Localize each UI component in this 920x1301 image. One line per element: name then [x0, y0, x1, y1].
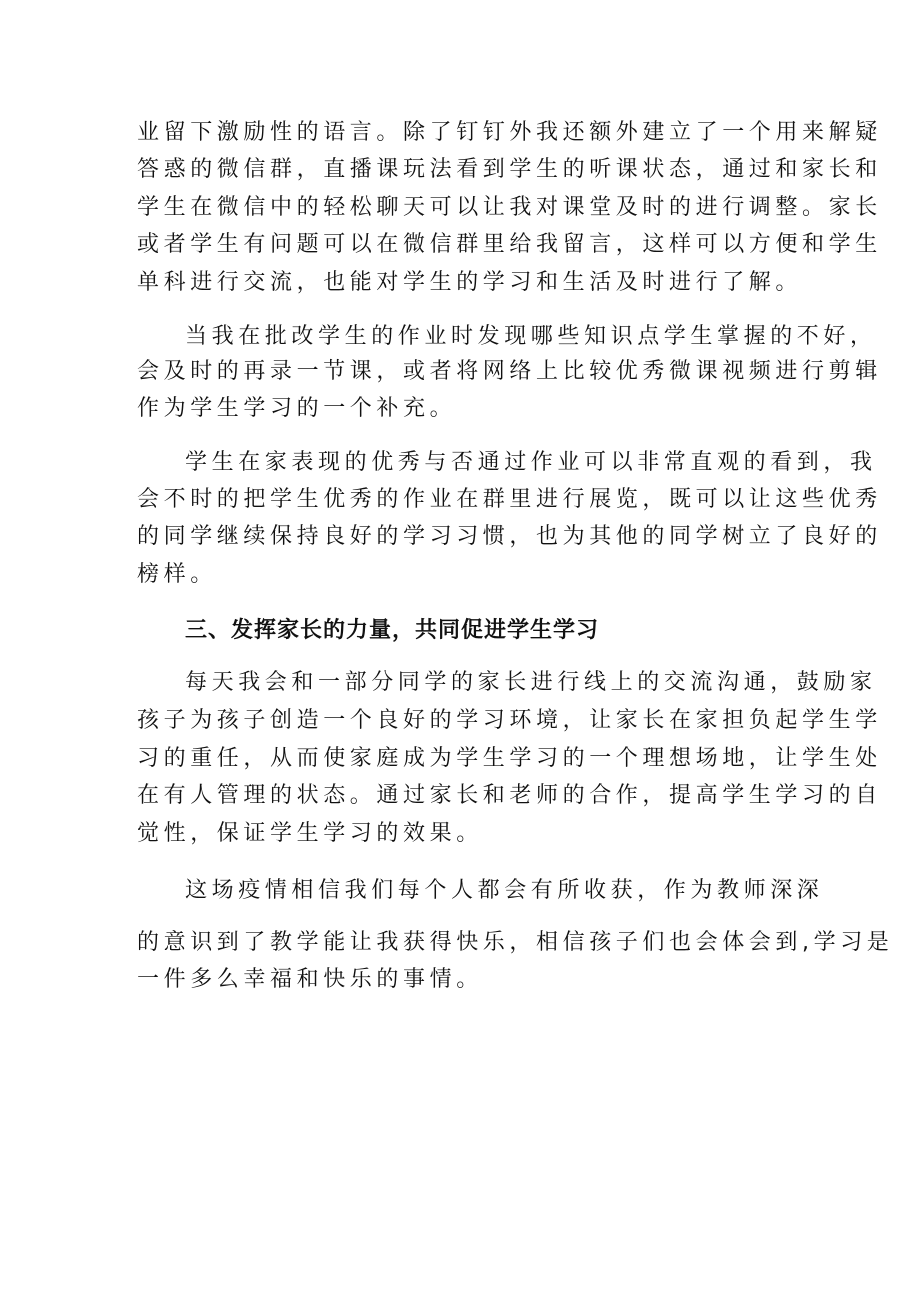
paragraph-line: 的同学继续保持良好的学习习惯，也为其他的同学树立了良好的 [137, 524, 882, 549]
paragraph-line: 榜样。 [137, 562, 217, 587]
paragraph-line: 学生在家表现的优秀与否通过作业可以非常直观的看到，我 [185, 450, 877, 475]
paragraph-line: 单科进行交流，也能对学生的学习和生活及时进行了解。 [137, 270, 803, 295]
paragraph-line: 在有人管理的状态。通过家长和老师的合作，提高学生学习的自 [137, 783, 882, 808]
paragraph-line: 或者学生有问题可以在微信群里给我留言，这样可以方便和学生 [137, 232, 882, 257]
section-heading: 三、发挥家长的力量，共同促进学生学习 [185, 618, 600, 643]
paragraph-line: 觉性，保证学生学习的效果。 [137, 821, 483, 846]
paragraph-line: 会不时的把学生优秀的作业在群里进行展览，既可以让这些优秀 [137, 487, 882, 512]
paragraph-line: 一件多么幸福和快乐的事情。 [137, 967, 483, 992]
paragraph-line: 当我在批改学生的作业时发现哪些知识点学生掌握的不好， [185, 324, 877, 349]
paragraph-line: 会及时的再录一节课，或者将网络上比较优秀微课视频进行剪辑 [137, 359, 882, 384]
paragraph-line: 业留下激励性的语言。除了钉钉外我还额外建立了一个用来解疑 [137, 120, 882, 145]
paragraph-line: 的意识到了教学能让我获得快乐，相信孩子们也会体会到,学习是 [137, 930, 894, 955]
paragraph-line: 孩子为孩子创造一个良好的学习环境，让家长在家担负起学生学 [137, 708, 882, 733]
paragraph-line: 习的重任，从而使家庭成为学生学习的一个理想场地，让学生处 [137, 746, 882, 771]
paragraph-line: 每天我会和一部分同学的家长进行线上的交流沟通，鼓励家 [185, 670, 877, 695]
paragraph-line: 作为学生学习的一个补充。 [137, 396, 457, 421]
paragraph-line: 学生在微信中的轻松聊天可以让我对课堂及时的进行调整。家长 [137, 195, 882, 220]
paragraph-line: 这场疫情相信我们每个人都会有所收获，作为教师深深 [185, 878, 824, 903]
paragraph-line: 答惑的微信群，直播课玩法看到学生的听课状态，通过和家长和 [137, 157, 882, 182]
